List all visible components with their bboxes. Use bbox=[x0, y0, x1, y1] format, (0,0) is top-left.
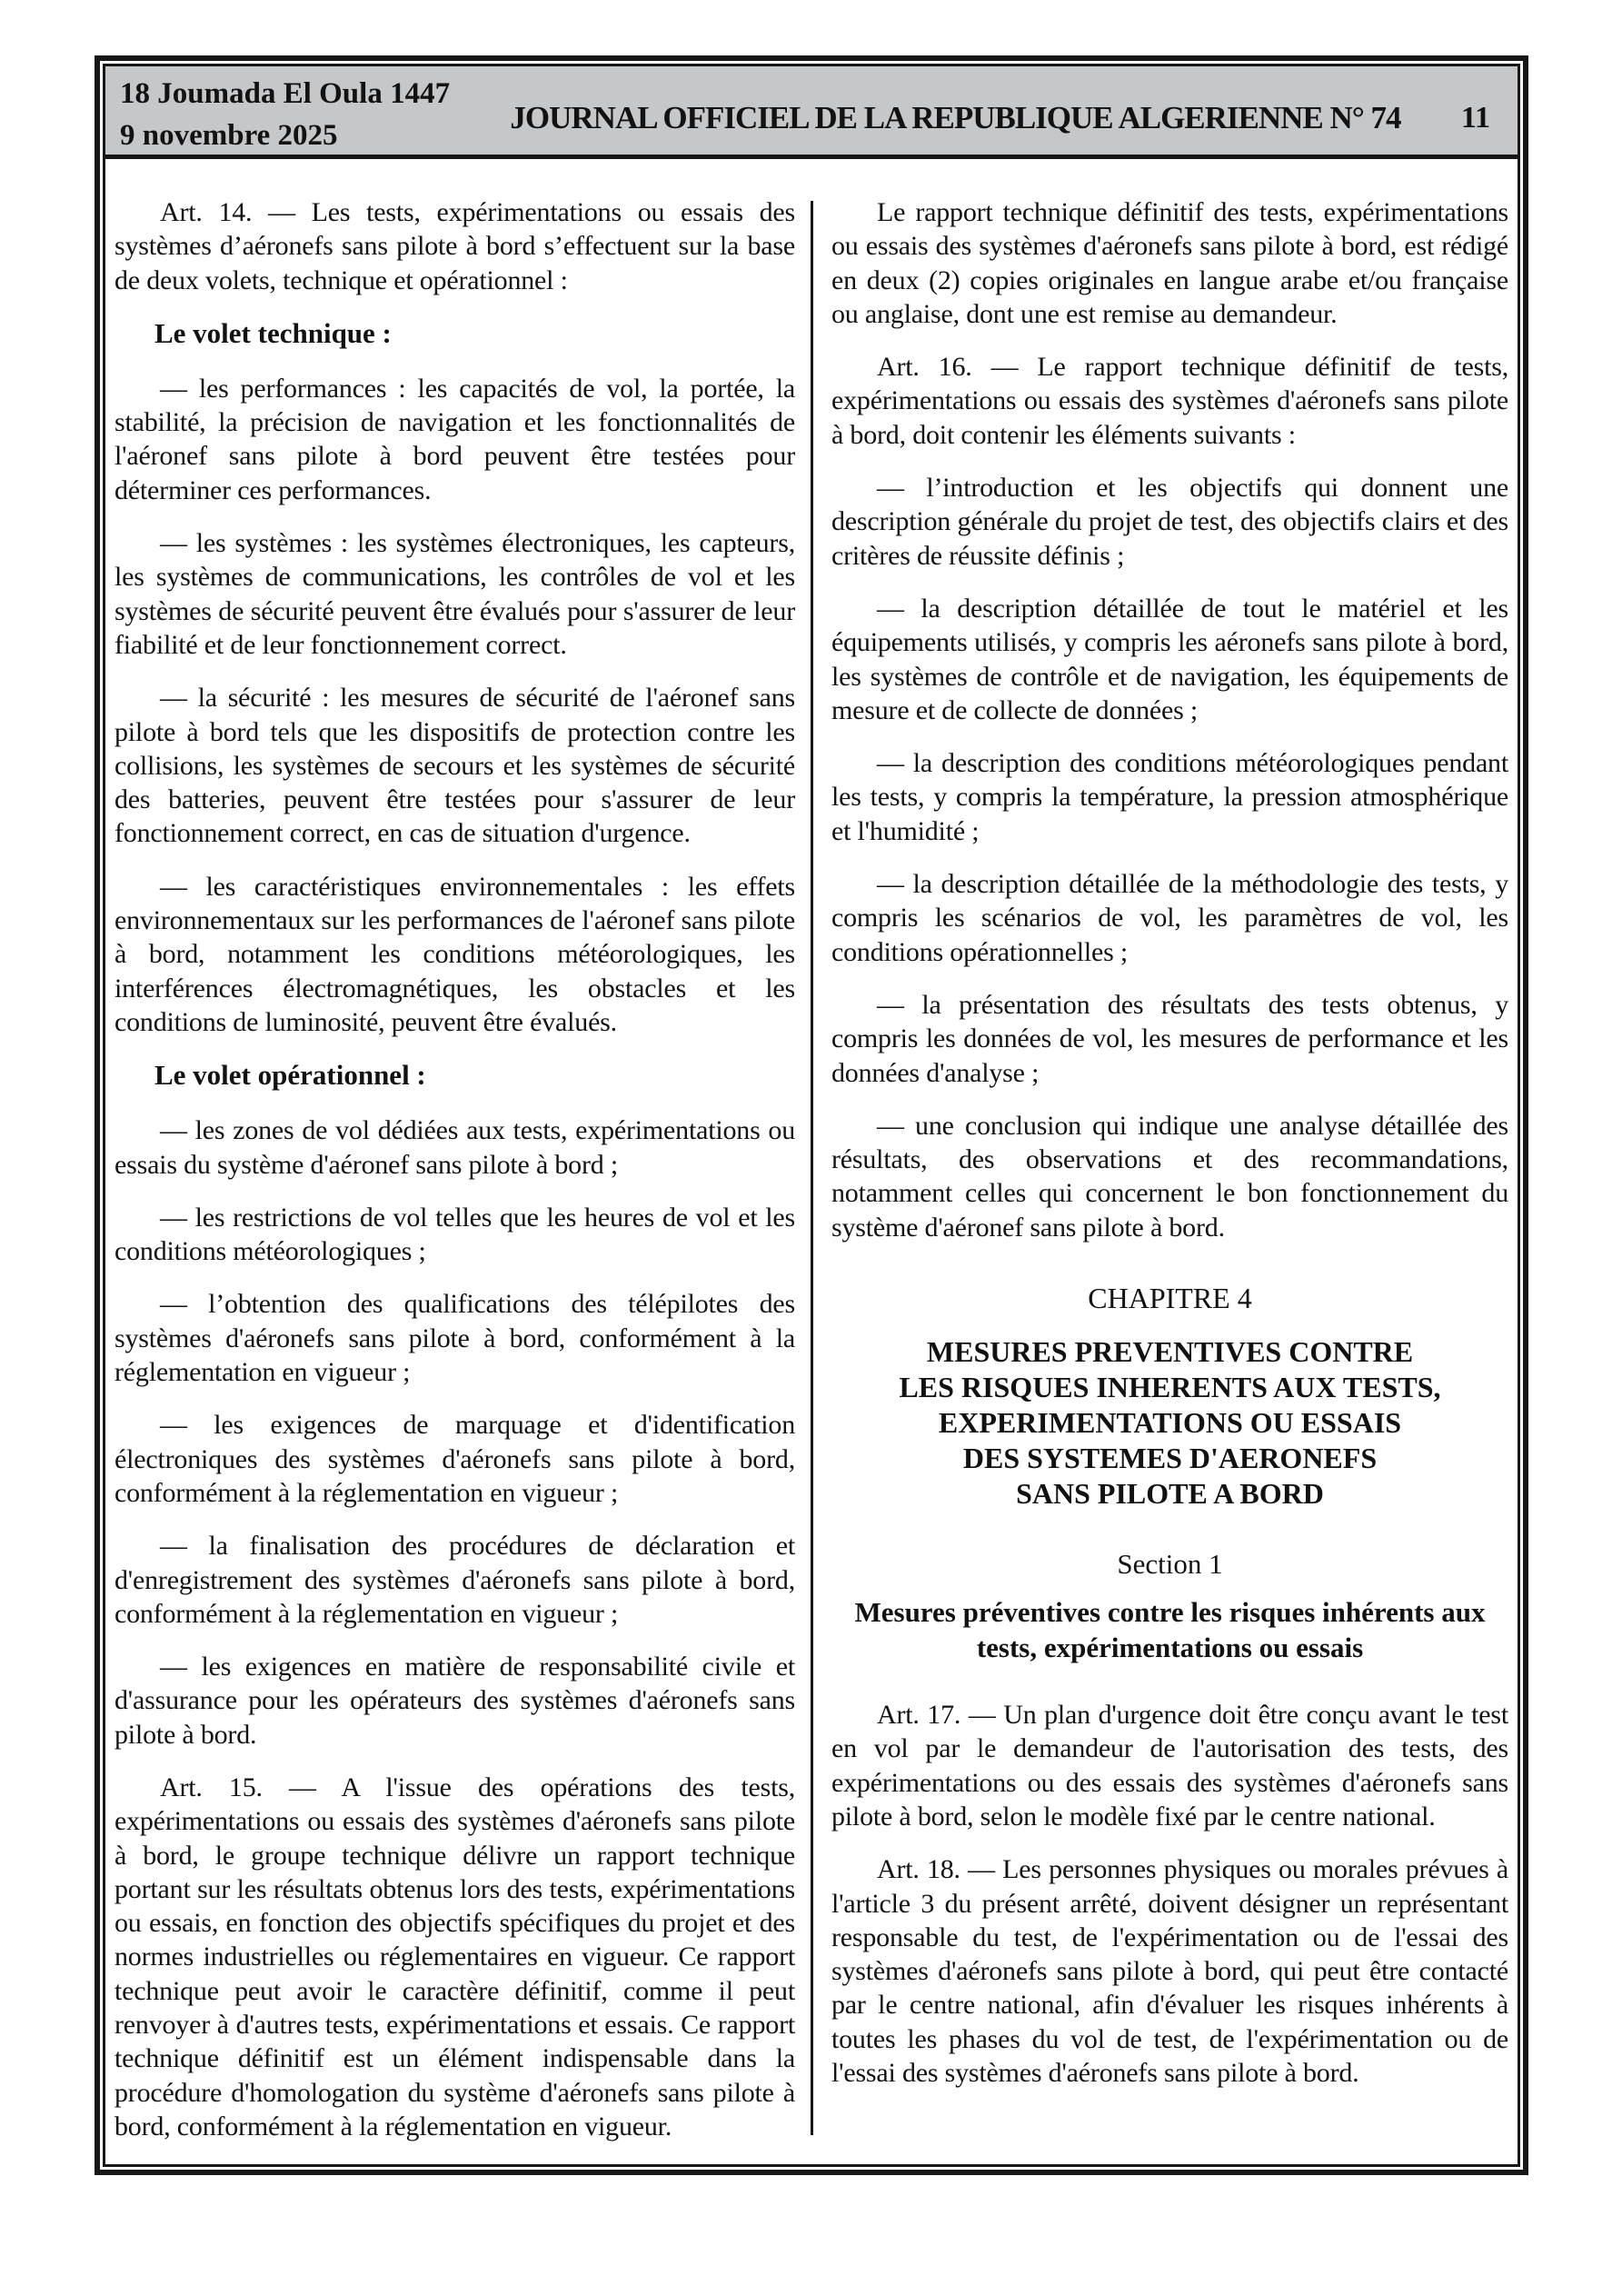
section-number: Section 1 bbox=[1117, 1548, 1223, 1581]
list-item-conclusion: — une conclusion qui indique une analyse détaillée des résultats, des observations et des recommandations, notamment celles qui concernent le bon fonctionnement du système d'aéronef sans pilote à bord. bbox=[831, 1110, 1508, 1243]
article-16-paragraph: Art. 16. — Le rapport technique définitif de tests, expérimentations ou essais des systèmes d'aéronefs sans pilote à bord, doit contenir les éléments suivants : bbox=[831, 352, 1508, 450]
list-item-presentation-resultats: — la présentation des résultats des tests obtenus, y compris les données de vol, les mesures de performance et les données d'analyse ; bbox=[831, 989, 1508, 1088]
chapter-title-line: MESURES PREVENTIVES CONTRE bbox=[926, 1335, 1414, 1369]
date-block bbox=[120, 66, 450, 155]
page-frame-inner bbox=[103, 64, 1520, 2167]
left-column bbox=[111, 195, 811, 2162]
article-18-paragraph: Art. 18. — Les personnes physiques ou morales prévues à l'article 3 du présent arrêté, doivent désigner un représentant responsable du test, de l'expérimentation ou de l'essai des systèmes d'aéronefs sans pilote à bord, qui peut être contacté par le centre national, afin d'évaluer les risques inhérents à toutes les phases du vol de test, de l'expérimentation ou de l'essai des systèmes d'aéronefs sans pilote à bord. bbox=[831, 1854, 1508, 2088]
list-item-systemes: — les systèmes : les systèmes électroniques, les capteurs, les systèmes de communications, les contrôles de vol et les systèmes de sécurité peuvent être évalués pour s'assurer de leur fiabilité et de leur fonctionnement correct. bbox=[114, 528, 795, 660]
article-15-paragraph: Art. 15. — A l'issue des opérations des tests, expérimentations ou essais des systèmes d'aéronefs sans pilote à bord, le groupe technique délivre un rapport technique portant sur les résultats obtenus lors des tests, expérimentations ou essais, en fonction des objectifs spécifiques du projet et des normes industrielles ou réglementaires en vigueur. Ce rapport technique peut avoir le caractère définitif, comme il peut renvoyer à d'autres tests, expérimentations et essais. Ce rapport technique définitif est un élément indispensable dans la procédure d'homologation du système d'aéronefs sans pilote à bord, conformément à la réglementation en vigueur. bbox=[114, 1772, 795, 2141]
list-item-performances: — les performances : les capacités de vol, la portée, la stabilité, la précision de navigation et les fonctionnalités de l'aéronef sans pilote à bord peuvent être testées pour déterminer ces performances. bbox=[114, 373, 795, 505]
heading-volet-operationnel: Le volet opérationnel : bbox=[154, 1059, 426, 1092]
chapter-number: CHAPITRE 4 bbox=[1088, 1282, 1252, 1315]
article-14-paragraph: Art. 14. — Les tests, expérimentations ou essais des systèmes d’aéronefs sans pilote à bord s’effectuent sur la base de deux volets, technique et opérationnel : bbox=[114, 197, 795, 295]
list-item-responsabilite: — les exigences en matière de responsabilité civile et d'assurance pour les opérateurs des systèmes d'aéronefs sans pilote à bord. bbox=[114, 1652, 795, 1750]
hijri-date: 18 Joumada El Oula 1447 bbox=[120, 77, 451, 110]
right-column bbox=[811, 195, 1512, 2109]
list-item-materiel: — la description détaillée de tout le matériel et les équipements utilisés, y compris les aéronefs sans pilote à bord, les systèmes de contrôle et de navigation, les équipements de mesure et de collecte de données ; bbox=[831, 593, 1508, 725]
list-item-securite: — la sécurité : les mesures de sécurité de l'aéronef sans pilote à bord tels que les dispositifs de protection contre les collisions, les systèmes de secours et les systèmes de sécurité des batteries, peuvent être testées pour s'assurer de leur fonctionnement correct, en cas de situation d'urgence. bbox=[114, 683, 795, 849]
rapport-definitif-paragraph: Le rapport technique définitif des tests, expérimentations ou essais des systèmes d'aéronefs sans pilote à bord, est rédigé en deux (2) copies originales en langue arabe et/ou française ou anglaise, dont une est remise au demandeur. bbox=[831, 197, 1508, 329]
list-item-finalisation: — la finalisation des procédures de déclaration et d'enregistrement des systèmes d'aéronefs sans pilote à bord, conformément à la réglementation en vigueur ; bbox=[114, 1531, 795, 1629]
article-17-paragraph: Art. 17. — Un plan d'urgence doit être conçu avant le test en vol par le demandeur de l'autorisation des tests, des expérimentations ou des essais des systèmes d'aéronefs sans pilote à bord, selon le modèle fixé par le centre national. bbox=[831, 1700, 1508, 1832]
chapter-title-line: EXPERIMENTATIONS OU ESSAIS bbox=[938, 1406, 1402, 1440]
list-item-caracteristiques: — les caractéristiques environnementales : les effets environnementaux sur les performances de l'aéronef sans pilote à bord, notamment les conditions météorologiques, les interférences électromagnétiques, les obstacles et les conditions de luminosité, peuvent être évalués. bbox=[114, 871, 795, 1037]
chapter-title bbox=[831, 1334, 1508, 1512]
journal-title: JOURNAL OFFICIEL DE LA REPUBLIQUE ALGERIENNE N° 74 bbox=[510, 100, 1401, 135]
content-area bbox=[105, 159, 1518, 2164]
list-item-marquage: — les exigences de marquage et d'identification électroniques des systèmes d'aéronefs sans pilote à bord, conformément à la réglementation en vigueur ; bbox=[114, 1410, 795, 1508]
chapter-title-line: DES SYSTEMES D'AERONEFS bbox=[962, 1442, 1378, 1475]
heading-volet-technique: Le volet technique : bbox=[154, 316, 392, 349]
list-item-introduction: — l’introduction et les objectifs qui donnent une description générale du projet de test, des objectifs clairs et des critères de réussite définis ; bbox=[831, 473, 1508, 571]
page-frame bbox=[95, 55, 1528, 2175]
list-item-qualifications: — l’obtention des qualifications des télépilotes des systèmes d'aéronefs sans pilote à bord, conformément à la réglementation en vigueur ; bbox=[114, 1289, 795, 1388]
chapter-title-line: SANS PILOTE A BORD bbox=[1016, 1477, 1324, 1511]
masthead bbox=[105, 66, 1518, 159]
chapter-title-line: LES RISQUES INHERENTS AUX TESTS, bbox=[899, 1371, 1441, 1404]
list-item-methodologie: — la description détaillée de la méthodologie des tests, y compris les scénarios de vol, les paramètres de vol, les conditions opérationnelles ; bbox=[831, 869, 1508, 967]
list-item-restrictions: — les restrictions de vol telles que les heures de vol et les conditions météorologiques ; bbox=[114, 1202, 795, 1267]
column-divider bbox=[811, 201, 813, 2135]
page-number: 11 bbox=[1460, 101, 1490, 135]
list-item-conditions-meteo: — la description des conditions météorologiques pendant les tests, y compris la température, la pression atmosphérique et l'humidité ; bbox=[831, 748, 1508, 846]
list-item-zones-de-vol: — les zones de vol dédiées aux tests, expérimentations ou essais du système d'aéronef sans pilote à bord ; bbox=[114, 1115, 795, 1180]
gregorian-date: 9 novembre 2025 bbox=[120, 119, 338, 152]
section-title: Mesures préventives contre les risques inhérents aux tests, expérimentations ou essais bbox=[854, 1596, 1486, 1664]
